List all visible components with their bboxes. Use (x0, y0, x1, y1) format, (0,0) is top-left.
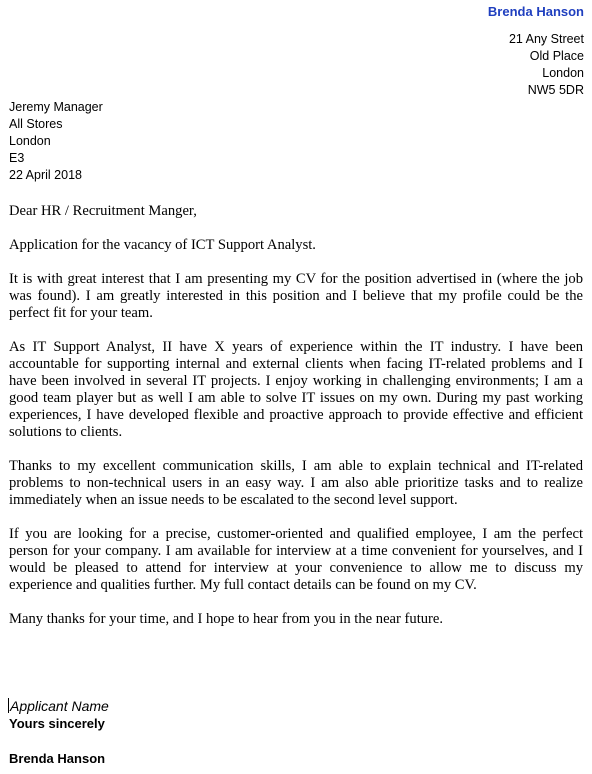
sender-address-line: 21 Any Street (508, 32, 584, 46)
sender-address-line: Old Place (529, 49, 584, 63)
recipient-city: London (9, 134, 51, 148)
sender-address-line: NW5 5DR (527, 83, 584, 97)
sender-name: Brenda Hanson (487, 4, 584, 19)
recipient-name: Jeremy Manager (9, 100, 103, 114)
text-cursor-icon (8, 698, 9, 713)
recipient-block (9, 99, 103, 184)
body-paragraph: If you are looking for a precise, customer-oriented and qualified employee, I am the perfect person for your company. I am available for interview at a time convenient for yourselves, and I would be pleased to attend for interview at your convenience to allow me to discuss my experience and qualities further. My full contact details can be found on my CV. (9, 526, 583, 593)
recipient-company: All Stores (9, 117, 63, 131)
body-paragraph: It is with great interest that I am presenting my CV for the position advertised in (where the job was found). I am greatly interested in this position and I believe that my profile could be the perfect fit for your team. (9, 271, 583, 321)
signature (8, 698, 109, 714)
body-paragraph: Many thanks for your time, and I hope to hear from you in the near future. (9, 611, 444, 627)
closing-name: Brenda Hanson (9, 751, 106, 766)
body-paragraph: Thanks to my excellent communication skills, I am able to explain technical and IT-related problems to non-technical users in an easy way. I am also able prioritize tasks and to realize immediately when an issue needs to be escalated to the second level support. (9, 458, 583, 508)
sender-address (509, 31, 584, 99)
subject-line: Application for the vacancy of ICT Support Analyst. (9, 237, 316, 253)
letter-date: 22 April 2018 (9, 168, 82, 182)
body-paragraph: As IT Support Analyst, II have X years of experience within the IT industry. I have been accountable for supporting internal and external clients when facing IT-related problems and I have been involved in several IT projects. I enjoy working in challenging environments; I am a good team player but as well I am able to solve IT issues on my own. During my past working experiences, I have developed flexible and proactive approach to provide effective and efficient solutions to clients. (9, 339, 583, 440)
sender-address-line: London (542, 66, 584, 80)
closing: Yours sincerely (9, 716, 105, 731)
letter-body (9, 203, 583, 645)
signature-placeholder: Applicant Name (10, 698, 109, 714)
salutation: Dear HR / Recruitment Manger, (9, 203, 197, 219)
recipient-postcode: E3 (9, 151, 25, 165)
